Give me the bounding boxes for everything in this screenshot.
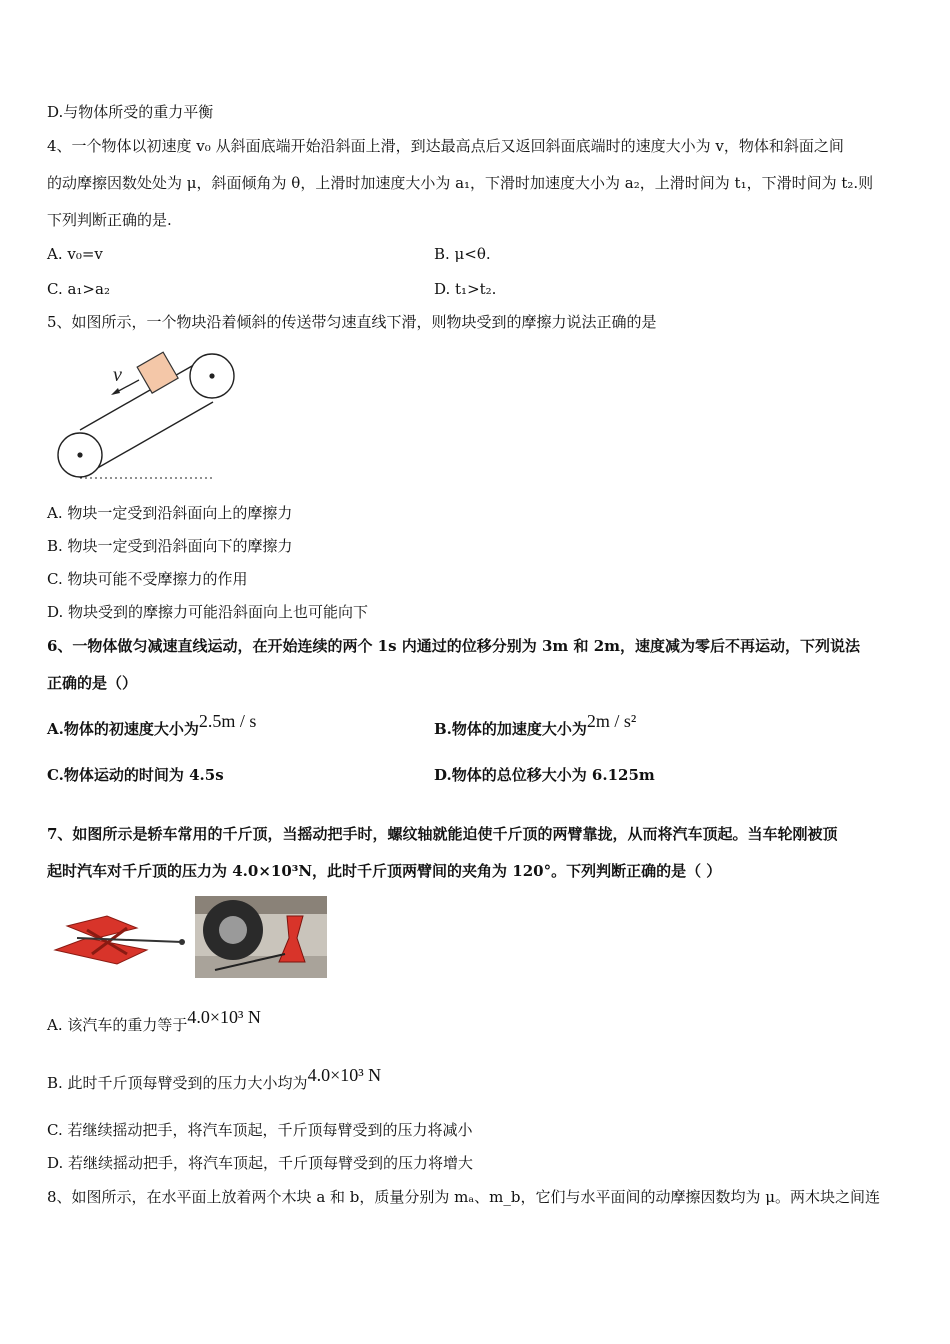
- q4-option-d: D. t₁>t₂.: [434, 280, 497, 298]
- sliding-block: [137, 352, 178, 393]
- q6-option-c: C.物体运动的时间为 4.5s: [47, 766, 224, 784]
- q4-option-a: A. v₀=v: [47, 245, 103, 263]
- q8-stem-line1: 8、如图所示，在水平面上放着两个木块 a 和 b，质量分别为 mₐ、m_b，它们与水平面间的动摩擦因数均为 μ。两木块之间连: [47, 1188, 881, 1206]
- q5-stem: 5、如图所示，一个物块沿着倾斜的传送带匀速直线下滑，则物块受到的摩擦力说法正确的是: [47, 313, 657, 331]
- q7-option-d: D. 若继续摇动把手，将汽车顶起，千斤顶每臂受到的压力将增大: [47, 1154, 474, 1172]
- q6-option-a-text: A.物体的初速度大小为: [47, 720, 199, 738]
- q6-option-b-text: B.物体的加速度大小为: [434, 720, 587, 738]
- q5-option-c: C. 物块可能不受摩擦力的作用: [47, 570, 248, 588]
- velocity-label: v: [113, 364, 122, 386]
- q4-stem-line3: 下列判断正确的是.: [47, 211, 172, 229]
- q5-option-d: D. 物块受到的摩擦力可能沿斜面向上也可能向下: [47, 603, 369, 621]
- q6-option-a-math: 2.5m / s: [198, 711, 257, 731]
- velocity-arrow-head: [111, 388, 120, 395]
- upper-roller-axle: [209, 373, 214, 378]
- belt-bottom-edge: [80, 402, 213, 478]
- q7-option-a: [47, 1007, 261, 1035]
- car-jack-photo: [47, 898, 187, 978]
- q7-option-a-math: 4.0×10³ N: [187, 1007, 261, 1027]
- conveyor-belt-figure: [55, 343, 240, 483]
- q7-option-c: C. 若继续摇动把手，将汽车顶起，千斤顶每臂受到的压力将减小: [47, 1121, 473, 1139]
- q7-option-a-text: A. 该汽车的重力等于: [47, 1016, 188, 1034]
- q5-option-b: B. 物块一定受到沿斜面向下的摩擦力: [47, 537, 293, 555]
- q6-option-a: [47, 711, 257, 739]
- q4-option-c: C. a₁>a₂: [47, 280, 110, 298]
- lower-roller-axle: [77, 452, 82, 457]
- q6-option-b-math: 2m / s²: [586, 711, 637, 731]
- q7-option-b-math: 4.0×10³ N: [307, 1065, 382, 1085]
- q7-option-b: [47, 1065, 382, 1093]
- q6-stem-line2: 正确的是（）: [47, 674, 138, 692]
- car-lifted-photo: [195, 896, 327, 978]
- q4-stem-line1: 4、一个物体以初速度 v₀ 从斜面底端开始沿斜面上滑，到达最高点后又返回斜面底端时的速度大小为 v，物体和斜面之间: [47, 137, 844, 155]
- prev-option-d: D.与物体所受的重力平衡: [47, 103, 214, 121]
- q6-stem-line1: 6、一物体做匀减速直线运动，在开始连续的两个 1s 内通过的位移分别为 3m 和 2m，速度减为零后不再运动，下列说法: [47, 637, 861, 655]
- q7-option-b-text: B. 此时千斤顶每臂受到的压力大小均为: [47, 1074, 308, 1092]
- jack-handle-end: [179, 939, 185, 945]
- wheel-rim: [219, 916, 247, 944]
- q7-stem-line1: 7、如图所示是轿车常用的千斤顶，当摇动把手时，螺纹轴就能迫使千斤顶的两臂靠拢，从而将汽车顶起。当车轮刚被顶: [47, 825, 838, 843]
- q4-option-b: B. μ<θ.: [434, 245, 491, 263]
- q6-option-d: D.物体的总位移大小为 6.125m: [434, 766, 655, 784]
- q6-option-b: [434, 711, 637, 739]
- q5-option-a: A. 物块一定受到沿斜面向上的摩擦力: [47, 504, 293, 522]
- q4-stem-line2: 的动摩擦因数处处为 μ，斜面倾角为 θ，上滑时加速度大小为 a₁，下滑时加速度大小为 a₂，上滑时间为 t₁，下滑时间为 t₂.则: [47, 174, 874, 192]
- q7-stem-line2: 起时汽车对千斤顶的压力为 4.0×10³N，此时千斤顶两臂间的夹角为 120°。下列判断正确的是（ ）: [47, 862, 722, 880]
